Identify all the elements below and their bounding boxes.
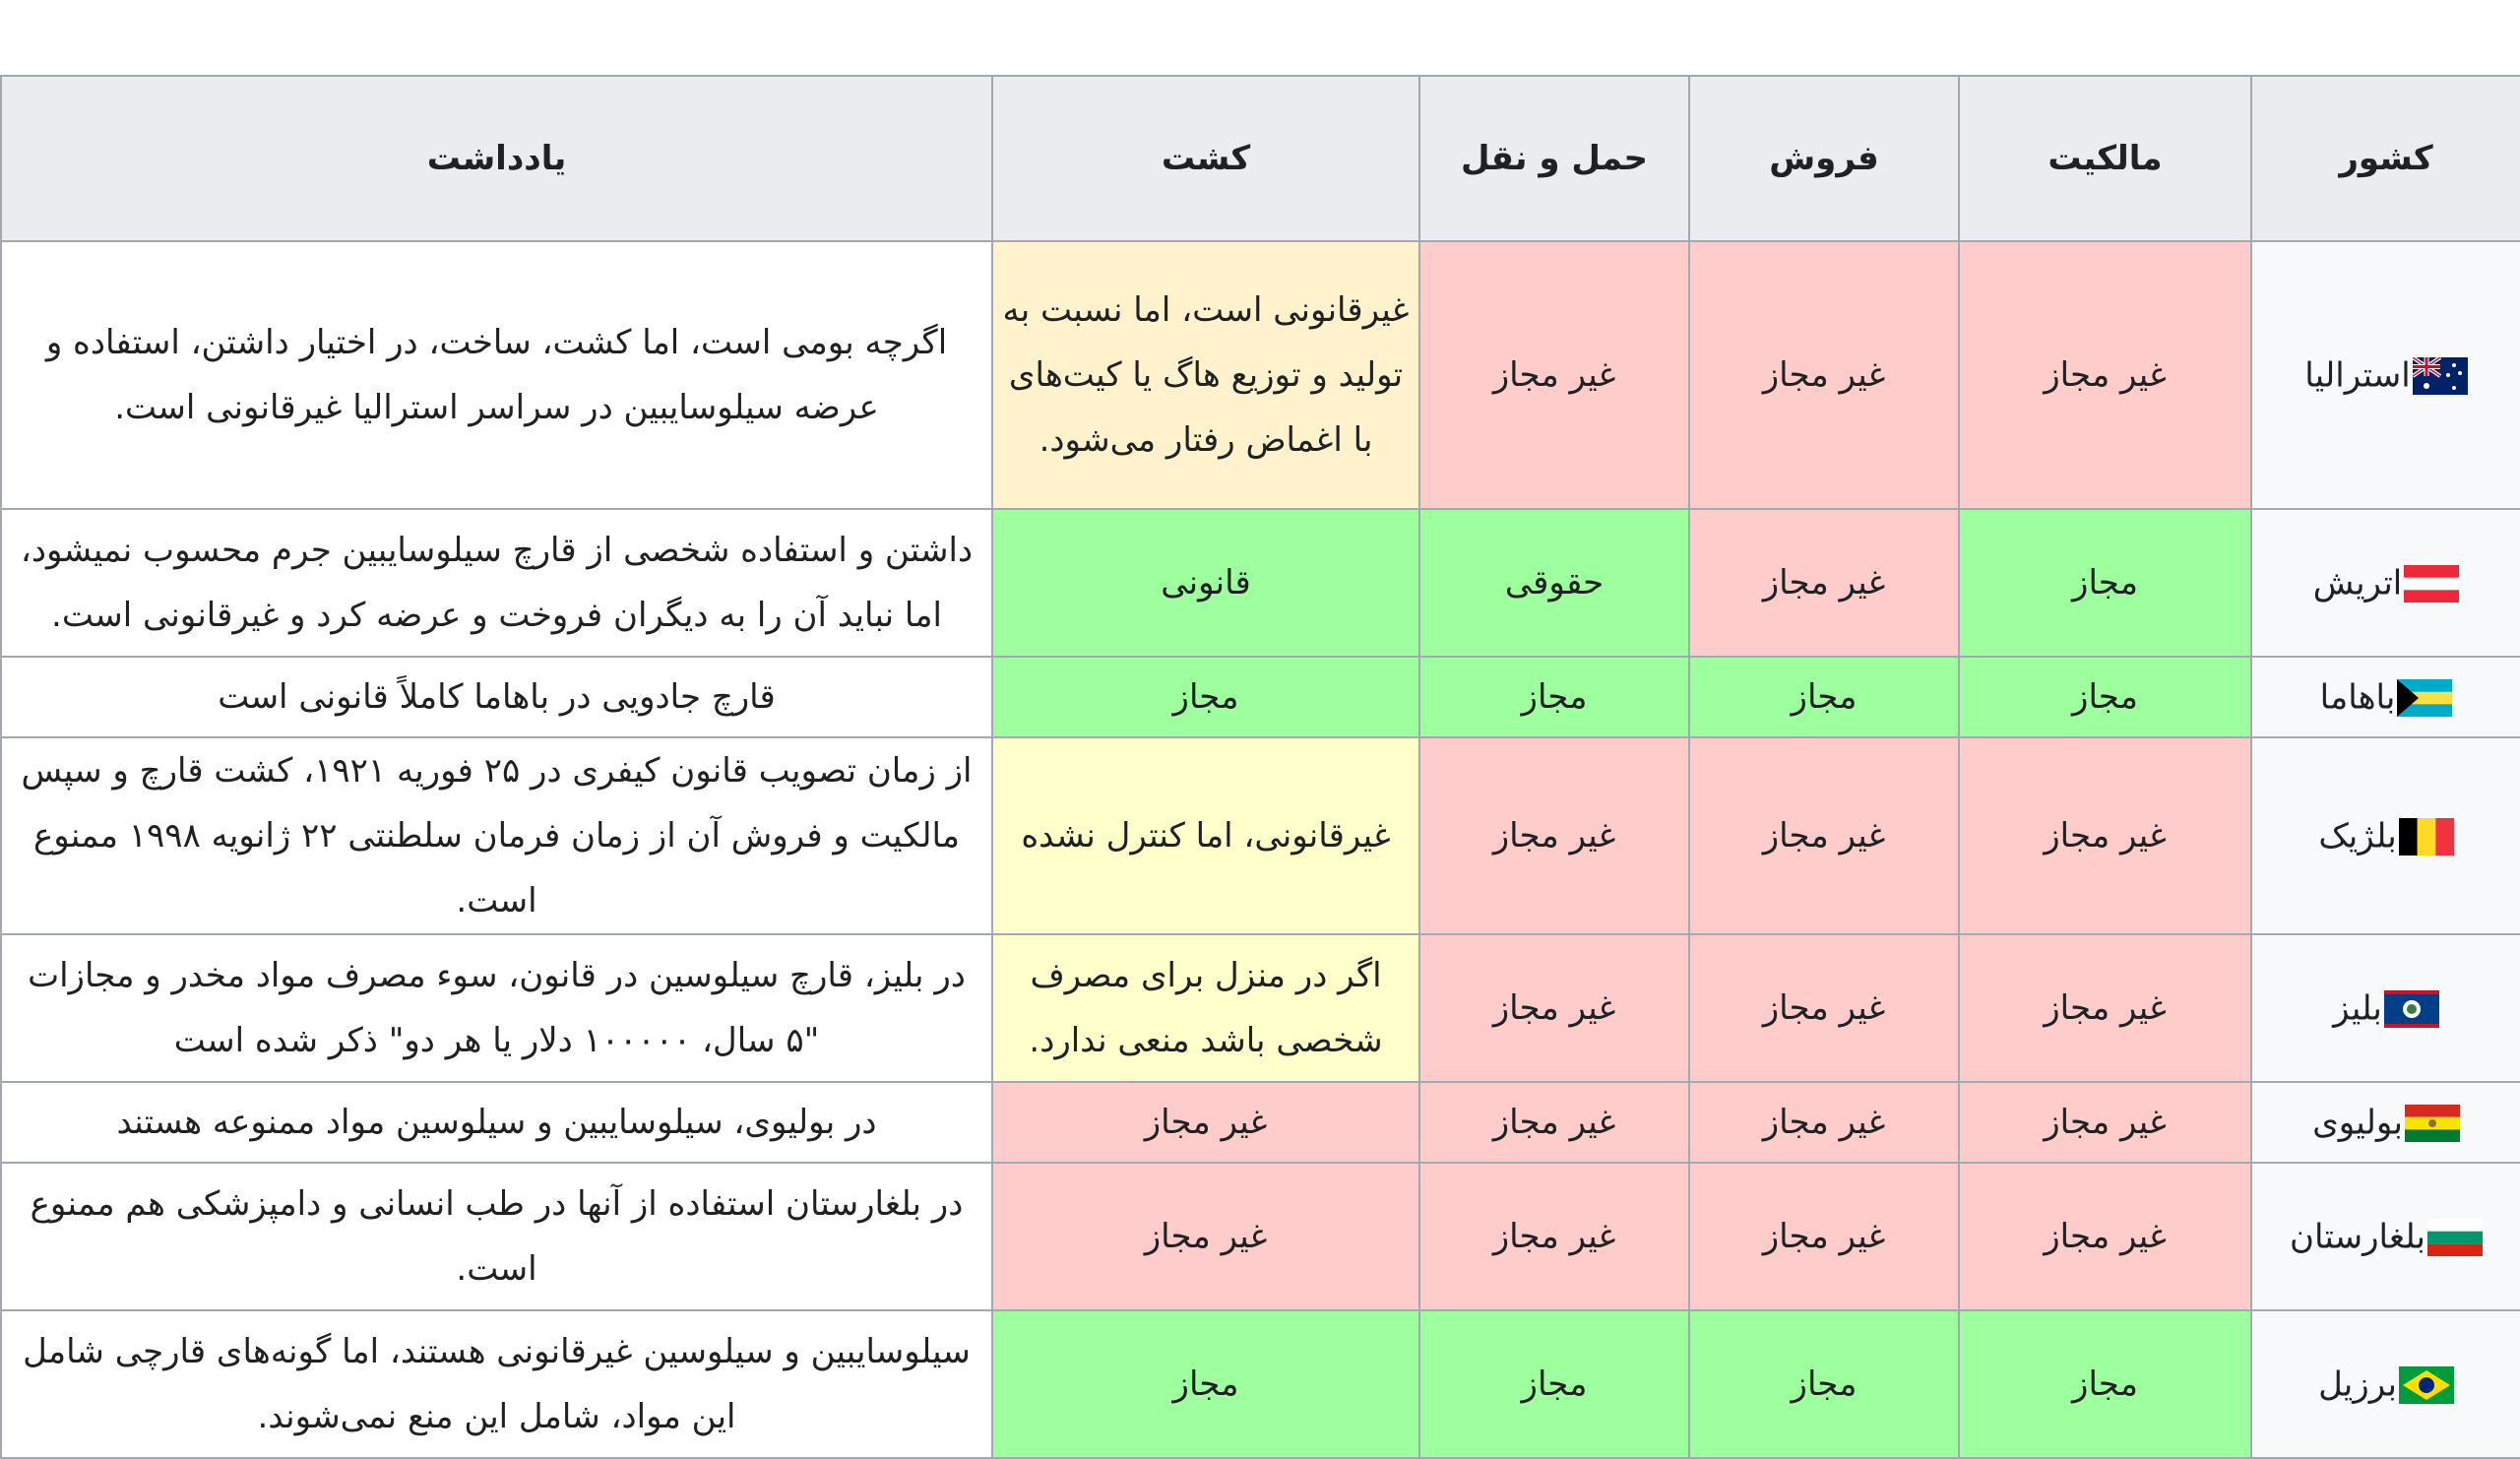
header-note[interactable]: یادداشت xyxy=(1,76,992,241)
country-cell xyxy=(2251,241,2520,509)
table-row xyxy=(1,657,2520,737)
table-row xyxy=(1,241,2520,509)
sale-cell: غیر مجاز xyxy=(1689,509,1959,657)
transport-cell: مجاز xyxy=(1419,657,1689,737)
header-row xyxy=(1,76,2520,241)
ownership-cell: غیر مجاز xyxy=(1959,737,2251,934)
belgium-flag-icon xyxy=(2399,818,2454,856)
transport-cell: غیر مجاز xyxy=(1419,737,1689,934)
bolivia-flag-icon xyxy=(2405,1105,2460,1142)
note-cell: قارچ جادویی در باهاما کاملاً قانونی است xyxy=(1,657,992,737)
country-name[interactable]: برزیل xyxy=(2318,1364,2397,1405)
table-row xyxy=(1,934,2520,1082)
belize-flag-icon xyxy=(2384,990,2439,1028)
legality-table-container xyxy=(0,75,2520,1459)
transport-cell: مجاز xyxy=(1419,1310,1689,1458)
header-ownership[interactable]: مالکیت xyxy=(1959,76,2251,241)
note-cell: در بولیوی، سیلوسایبین و سیلوسین مواد ممنوعه هستند xyxy=(1,1082,992,1163)
sale-cell: غیر مجاز xyxy=(1689,1082,1959,1163)
header-sale[interactable]: فروش xyxy=(1689,76,1959,241)
ownership-cell: غیر مجاز xyxy=(1959,1163,2251,1310)
austria-flag-icon xyxy=(2404,565,2459,603)
table-row xyxy=(1,509,2520,657)
bulgaria-flag-icon xyxy=(2427,1219,2483,1256)
transport-cell: حقوقی xyxy=(1419,509,1689,657)
transport-cell: غیر مجاز xyxy=(1419,1082,1689,1163)
sale-cell: مجاز xyxy=(1689,1310,1959,1458)
country-cell xyxy=(2251,737,2520,934)
cultivation-cell: غیر مجاز xyxy=(992,1163,1419,1310)
cultivation-cell: اگر در منزل برای مصرف شخصی باشد منعی ندارد. xyxy=(992,934,1419,1082)
cultivation-cell: غیرقانونی، اما کنترل نشده xyxy=(992,737,1419,934)
country-cell xyxy=(2251,934,2520,1082)
cultivation-cell: غیر مجاز xyxy=(992,1082,1419,1163)
country-name[interactable]: بولیوی xyxy=(2312,1103,2403,1143)
country-cell xyxy=(2251,509,2520,657)
country-name[interactable]: باهاما xyxy=(2319,677,2396,718)
header-transport[interactable]: حمل و نقل xyxy=(1419,76,1689,241)
country-cell xyxy=(2251,657,2520,737)
country-cell xyxy=(2251,1163,2520,1310)
sale-cell: غیر مجاز xyxy=(1689,1163,1959,1310)
ownership-cell: غیر مجاز xyxy=(1959,241,2251,509)
table-row xyxy=(1,1163,2520,1310)
ownership-cell: مجاز xyxy=(1959,509,2251,657)
country-name[interactable]: بلغارستان xyxy=(2290,1217,2426,1257)
note-cell: از زمان تصویب قانون کیفری در ۲۵ فوریه ۱۹۲۱، کشت قارچ و سپس مالکیت و فروش آن از زمان فرمان سلطنتی ۲۲ ژانویه ۱۹۹۸ ممنوع است. xyxy=(1,737,992,934)
note-cell: سیلوسایبین و سیلوسین غیرقانونی هستند، اما گونه‌های قارچی شامل این مواد، شامل این منع نمی‌شوند. xyxy=(1,1310,992,1458)
country-cell xyxy=(2251,1082,2520,1163)
ownership-cell: غیر مجاز xyxy=(1959,1082,2251,1163)
sale-cell: مجاز xyxy=(1689,657,1959,737)
country-name[interactable]: اتریش xyxy=(2312,563,2403,603)
cultivation-cell: قانونی xyxy=(992,509,1419,657)
sale-cell: غیر مجاز xyxy=(1689,241,1959,509)
cultivation-cell: مجاز xyxy=(992,1310,1419,1458)
table-row xyxy=(1,1082,2520,1163)
ownership-cell: غیر مجاز xyxy=(1959,934,2251,1082)
country-name[interactable]: استرالیا xyxy=(2304,355,2411,396)
cultivation-cell: غیرقانونی است، اما نسبت به تولید و توزیع هاگ یا کیت‌های با اغماض رفتار می‌شود. xyxy=(992,241,1419,509)
cultivation-cell: مجاز xyxy=(992,657,1419,737)
country-name[interactable]: بلیز xyxy=(2333,988,2382,1029)
sale-cell: غیر مجاز xyxy=(1689,737,1959,934)
sale-cell: غیر مجاز xyxy=(1689,934,1959,1082)
country-name[interactable]: بلژیک xyxy=(2318,816,2397,856)
transport-cell: غیر مجاز xyxy=(1419,241,1689,509)
country-cell xyxy=(2251,1310,2520,1458)
bahamas-flag-icon xyxy=(2397,679,2452,717)
note-cell: در بلغارستان استفاده از آنها در طب انسانی و دامپزشکی هم ممنوع است. xyxy=(1,1163,992,1310)
header-country[interactable]: کشور xyxy=(2251,76,2520,241)
transport-cell: غیر مجاز xyxy=(1419,934,1689,1082)
brazil-flag-icon xyxy=(2399,1366,2454,1404)
note-cell: در بلیز، قارچ سیلوسین در قانون، سوء مصرف مواد مخدر و مجازات "۵ سال، ۱۰۰۰۰۰ دلار یا هر دو" ذکر شده است xyxy=(1,934,992,1082)
table-row xyxy=(1,1310,2520,1458)
ownership-cell: مجاز xyxy=(1959,657,2251,737)
note-cell: اگرچه بومی است، اما کشت، ساخت، در اختیار داشتن، استفاده و عرضه سیلوسایبین در سراسر استرالیا غیرقانونی است. xyxy=(1,241,992,509)
note-cell: داشتن و استفاده شخصی از قارچ سیلوسایبین جرم محسوب نمیشود، اما نباید آن را به دیگران فروخت و عرضه کرد و غیرقانونی است. xyxy=(1,509,992,657)
transport-cell: غیر مجاز xyxy=(1419,1163,1689,1310)
ownership-cell: مجاز xyxy=(1959,1310,2251,1458)
header-cultivation[interactable]: کشت xyxy=(992,76,1419,241)
australia-flag-icon xyxy=(2413,357,2468,395)
table-row xyxy=(1,737,2520,934)
legality-table xyxy=(0,75,2520,1459)
